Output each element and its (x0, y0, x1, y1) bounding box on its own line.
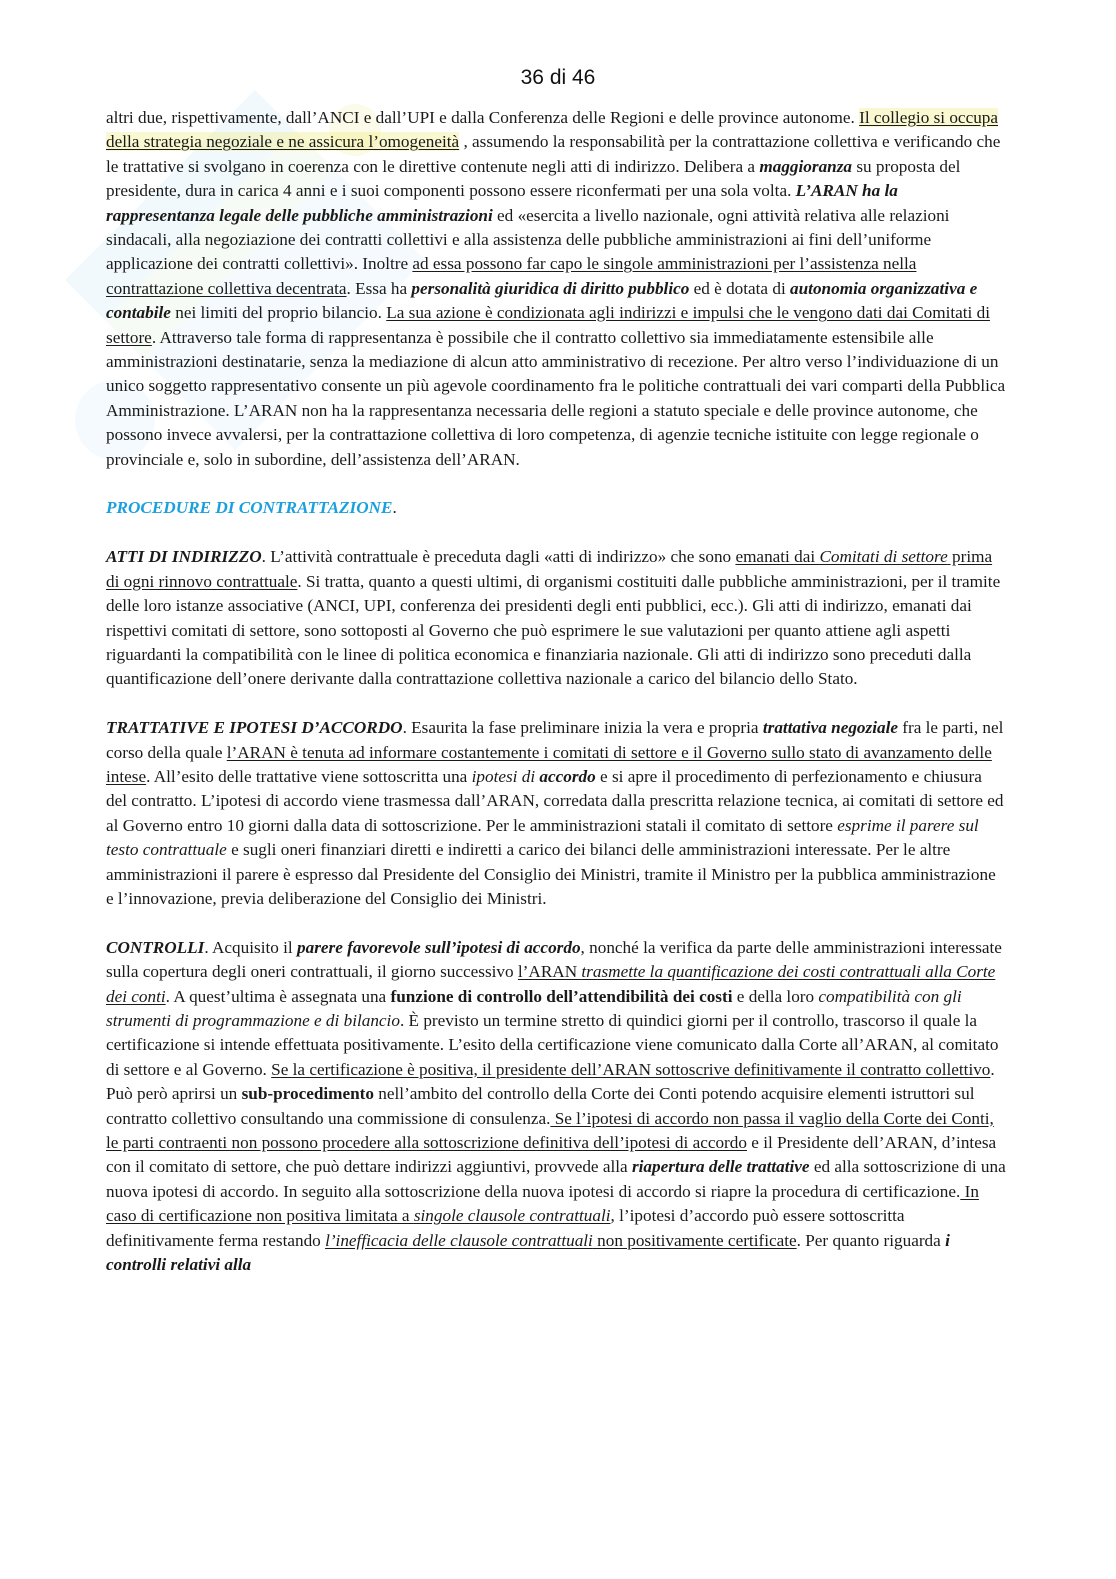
document-body (106, 106, 1006, 1277)
text-span: . Esaurita la fase preliminare inizia la vera e propria (402, 718, 763, 738)
text-span: . All’esito delle trattative viene sottoscritta una (146, 766, 472, 786)
text-span: . Attraverso tale forma di rappresentanza è possibile che il contratto collettivo sia immediatamente estensibile alle amministrazioni destinatarie, senza la mediazione di alcun atto amministrativo di recezione. Per altro verso l’individuazione di un unico soggetto rappresentativo consente un più agevole coordinamento fra le politiche contrattuali dei vari comparti della Pubblica Amministrazione. L’ARAN non ha la rappresentanza necessaria delle regioni a statuto speciale e delle province autonome, che possono invece avvalersi, per la contrattazione collettiva di loro competenza, di agenzie tecniche istituite con legge regionale o provinciale e, solo in subordine, dell’assistenza dell’ARAN. (106, 327, 1006, 469)
underlined-text: Il collegio si occupa della strategia negoziale e ne assicura l’omogeneità (106, 108, 999, 152)
emphasis-text: autonomia organizzativa e contabile (106, 278, 978, 323)
bold-text: sub-procedimento (241, 1084, 374, 1104)
text-span: nell’ambito del controllo della Corte dei Conti potendo acquisire elementi istruttori sul contratto collettivo consultando una commissione di consulenza. (106, 1084, 975, 1128)
text-span: fra le parti, nel corso della quale (106, 718, 1004, 762)
text-span: . L’attività contrattuale è preceduta dagli «atti di indirizzo» che sono (261, 547, 736, 567)
text-span: e sugli oneri finanziari diretti e indiretti a carico dei bilanci delle amministrazioni interessate. Per le altre amministrazioni il parere è espresso dal Presidente del Consiglio dei Ministri, tramite il Ministro per la pubblica amministrazione e l’innovazione, previa deliberazione del Consiglio dei Ministri. (106, 840, 996, 908)
page-number: 36 di 46 (520, 66, 596, 89)
text-span: e si apre il procedimento di perfezionamento e chiusura del contratto. L’ipotesi di accordo viene trasmessa dall’ARAN, corredata dalla prescritta relazione tecnica, ai comitati di settore ed al Governo entro 10 giorni dalla data di sottoscrizione. Per le amministrazioni statali il comitato di settore (106, 766, 1004, 835)
text-span: . È previsto un termine stretto di quindici giorni per il controllo, trascorso il quale la certificazione si intende effettuata positivamente. L’esito della certificazione viene comunicato dalla Corte all’ARAN, al comitato di settore e al Governo. (106, 1010, 999, 1079)
underlined-text: l’ARAN è tenuta ad informare costantemente i comitati di settore e il Governo sullo stato di avanzamento delle intese (106, 742, 992, 786)
paragraph-gap (106, 911, 1006, 935)
italic-text: esprime il parere sul testo contrattuale (106, 815, 979, 860)
text-span: . Per quanto riguarda (796, 1230, 946, 1250)
text-span: . A quest’ultima è assegnata una (165, 986, 391, 1006)
underlined-text: Se l’ipotesi di accordo non passa il vaglio della Corte dei Conti, le parti contraenti non possono procedere alla sottoscrizione definitiva dell’ipotesi di accordo (106, 1108, 994, 1152)
paragraph-gap (106, 692, 1006, 716)
subheading-text: TRATTATIVE E IPOTESI D’ACCORDO (106, 718, 403, 738)
section-heading (106, 496, 1006, 520)
text-span: . Acquisito il (204, 937, 297, 957)
subheading-text: CONTROLLI (106, 937, 205, 957)
emphasis-text: L’ARAN ha la rappresentanza legale delle pubbliche amministrazioni (106, 181, 898, 225)
emphasis-text: trattativa negoziale (762, 718, 898, 738)
underlined-text: trasmette la quantificazione dei costi contrattuali alla Corte dei conti (106, 962, 996, 1006)
text-span: . Può però aprirsi un (106, 1059, 995, 1104)
underlined-text: ad essa possono far capo le singole amministrazioni per l’assistenza nella contrattazione collettiva decentrata (106, 254, 917, 298)
paragraph-gap (106, 472, 1006, 496)
text-span: su proposta del presidente, dura in carica 4 anni e i suoi componenti possono essere riconfermati per una sola volta. (106, 156, 961, 201)
text-span: e il Presidente dell’ARAN, d’intesa con il comitato di settore, che può dettare indirizzi aggiuntivi, provvede alla (106, 1133, 997, 1177)
paragraph-atti-di-indirizzo (106, 545, 1006, 691)
underlined-text: l’ARAN (517, 962, 582, 982)
section-heading-text: PROCEDURE DI CONTRATTAZIONE (106, 498, 393, 518)
subheading-text: ATTI DI INDIRIZZO (106, 547, 262, 567)
text-span: ed è dotata di (689, 278, 791, 298)
text-span: . (392, 498, 397, 518)
text-span: . Essa ha (346, 278, 412, 298)
underlined-text: emanati dai (735, 547, 820, 567)
emphasis-text: parere favorevole sull’ipotesi di accordo (297, 937, 581, 957)
text-span: , assumendo la responsabilità per la contrattazione collettiva e verificando che le trattative si svolgano in coerenza con le direttive contenute negli atti di indirizzo. Delibera a (106, 132, 1001, 176)
underlined-text: Comitati di settore (819, 547, 948, 567)
underlined-text: non positivamente certificate (592, 1230, 797, 1250)
underlined-text: l’inefficacia delle clausole contrattuali (325, 1230, 593, 1250)
italic-text: compatibilità con gli strumenti di programmazione e di bilancio (106, 986, 962, 1030)
emphasis-text: personalità giuridica di diritto pubblico (411, 278, 690, 298)
text-span: altri due, rispettivamente, dall’ANCI e dall’UPI e dalla Conferenza delle Regioni e delle province autonome. (106, 108, 860, 127)
emphasis-text: i controlli relativi alla (106, 1230, 950, 1275)
emphasis-text: maggioranza (759, 156, 853, 176)
underlined-text: prima di ogni rinnovo contrattuale (106, 547, 993, 591)
text-span: , l’ipotesi d’accordo può essere sottoscritta definitivamente ferma restando (106, 1206, 905, 1250)
italic-text: ipotesi di (471, 766, 540, 786)
underlined-text: La sua azione è condizionata agli indirizzi e impulsi che le vengono dati dai Comitati di settore (106, 303, 990, 347)
paragraph-controlli (106, 936, 1006, 1278)
text-span: ed alla sottoscrizione di una nuova ipotesi di accordo. In seguito alla sottoscrizione della nuova ipotesi di accordo si riapre la procedura di certificazione. (106, 1157, 1006, 1201)
underlined-text: In caso di certificazione non positiva limitata a (106, 1181, 979, 1226)
text-span: e della loro (732, 986, 819, 1006)
text-span: . Si tratta, quanto a questi ultimi, di organismi costituiti dalle pubbliche amministrazioni, per il tramite delle loro istanze associative (ANCI, UPI, conferenza dei presidenti degli enti pubblici, ecc.). Gli atti di indirizzo, emanati dai rispettivi comitati di settore, sono sottoposti al Governo che può esprimere le sue valutazioni per quanto attiene agli aspetti riguardanti la compatibilità con le linee di politica economica e finanziaria nazionale. Gli atti di indirizzo sono preceduti dalla quantificazione dell’onere derivante dalla contrattazione collettiva nazionale a carico del bilancio dello Stato. (106, 571, 1001, 689)
emphasis-text: accordo (539, 766, 596, 786)
paragraph-gap (106, 521, 1006, 545)
text-span: nei limiti del proprio bilancio. (170, 303, 387, 323)
bold-text: funzione di controllo dell’attendibilità dei costi (390, 986, 733, 1006)
underlined-text: Se la certificazione è positiva, il presidente dell’ARAN sottoscrive definitivamente il contratto collettivo (271, 1059, 991, 1079)
text-span: , nonché la verifica da parte delle amministrazioni interessate sulla copertura degli oneri contrattuali, il giorno successivo (106, 937, 1002, 982)
underlined-text: singole clausole contrattuali (413, 1206, 611, 1226)
paragraph-trattative (106, 716, 1006, 911)
paragraph-aran-intro (106, 106, 1006, 472)
text-span: ed «esercita a livello nazionale, ogni attività relativa alle relazioni sindacali, alla negoziazione dei contratti collettivi e alla assistenza delle pubbliche amministrazioni ai fini dell’uniforme applicazione dei contratti collettivi». Inoltre (106, 205, 950, 274)
emphasis-text: riapertura delle trattative (631, 1157, 810, 1177)
